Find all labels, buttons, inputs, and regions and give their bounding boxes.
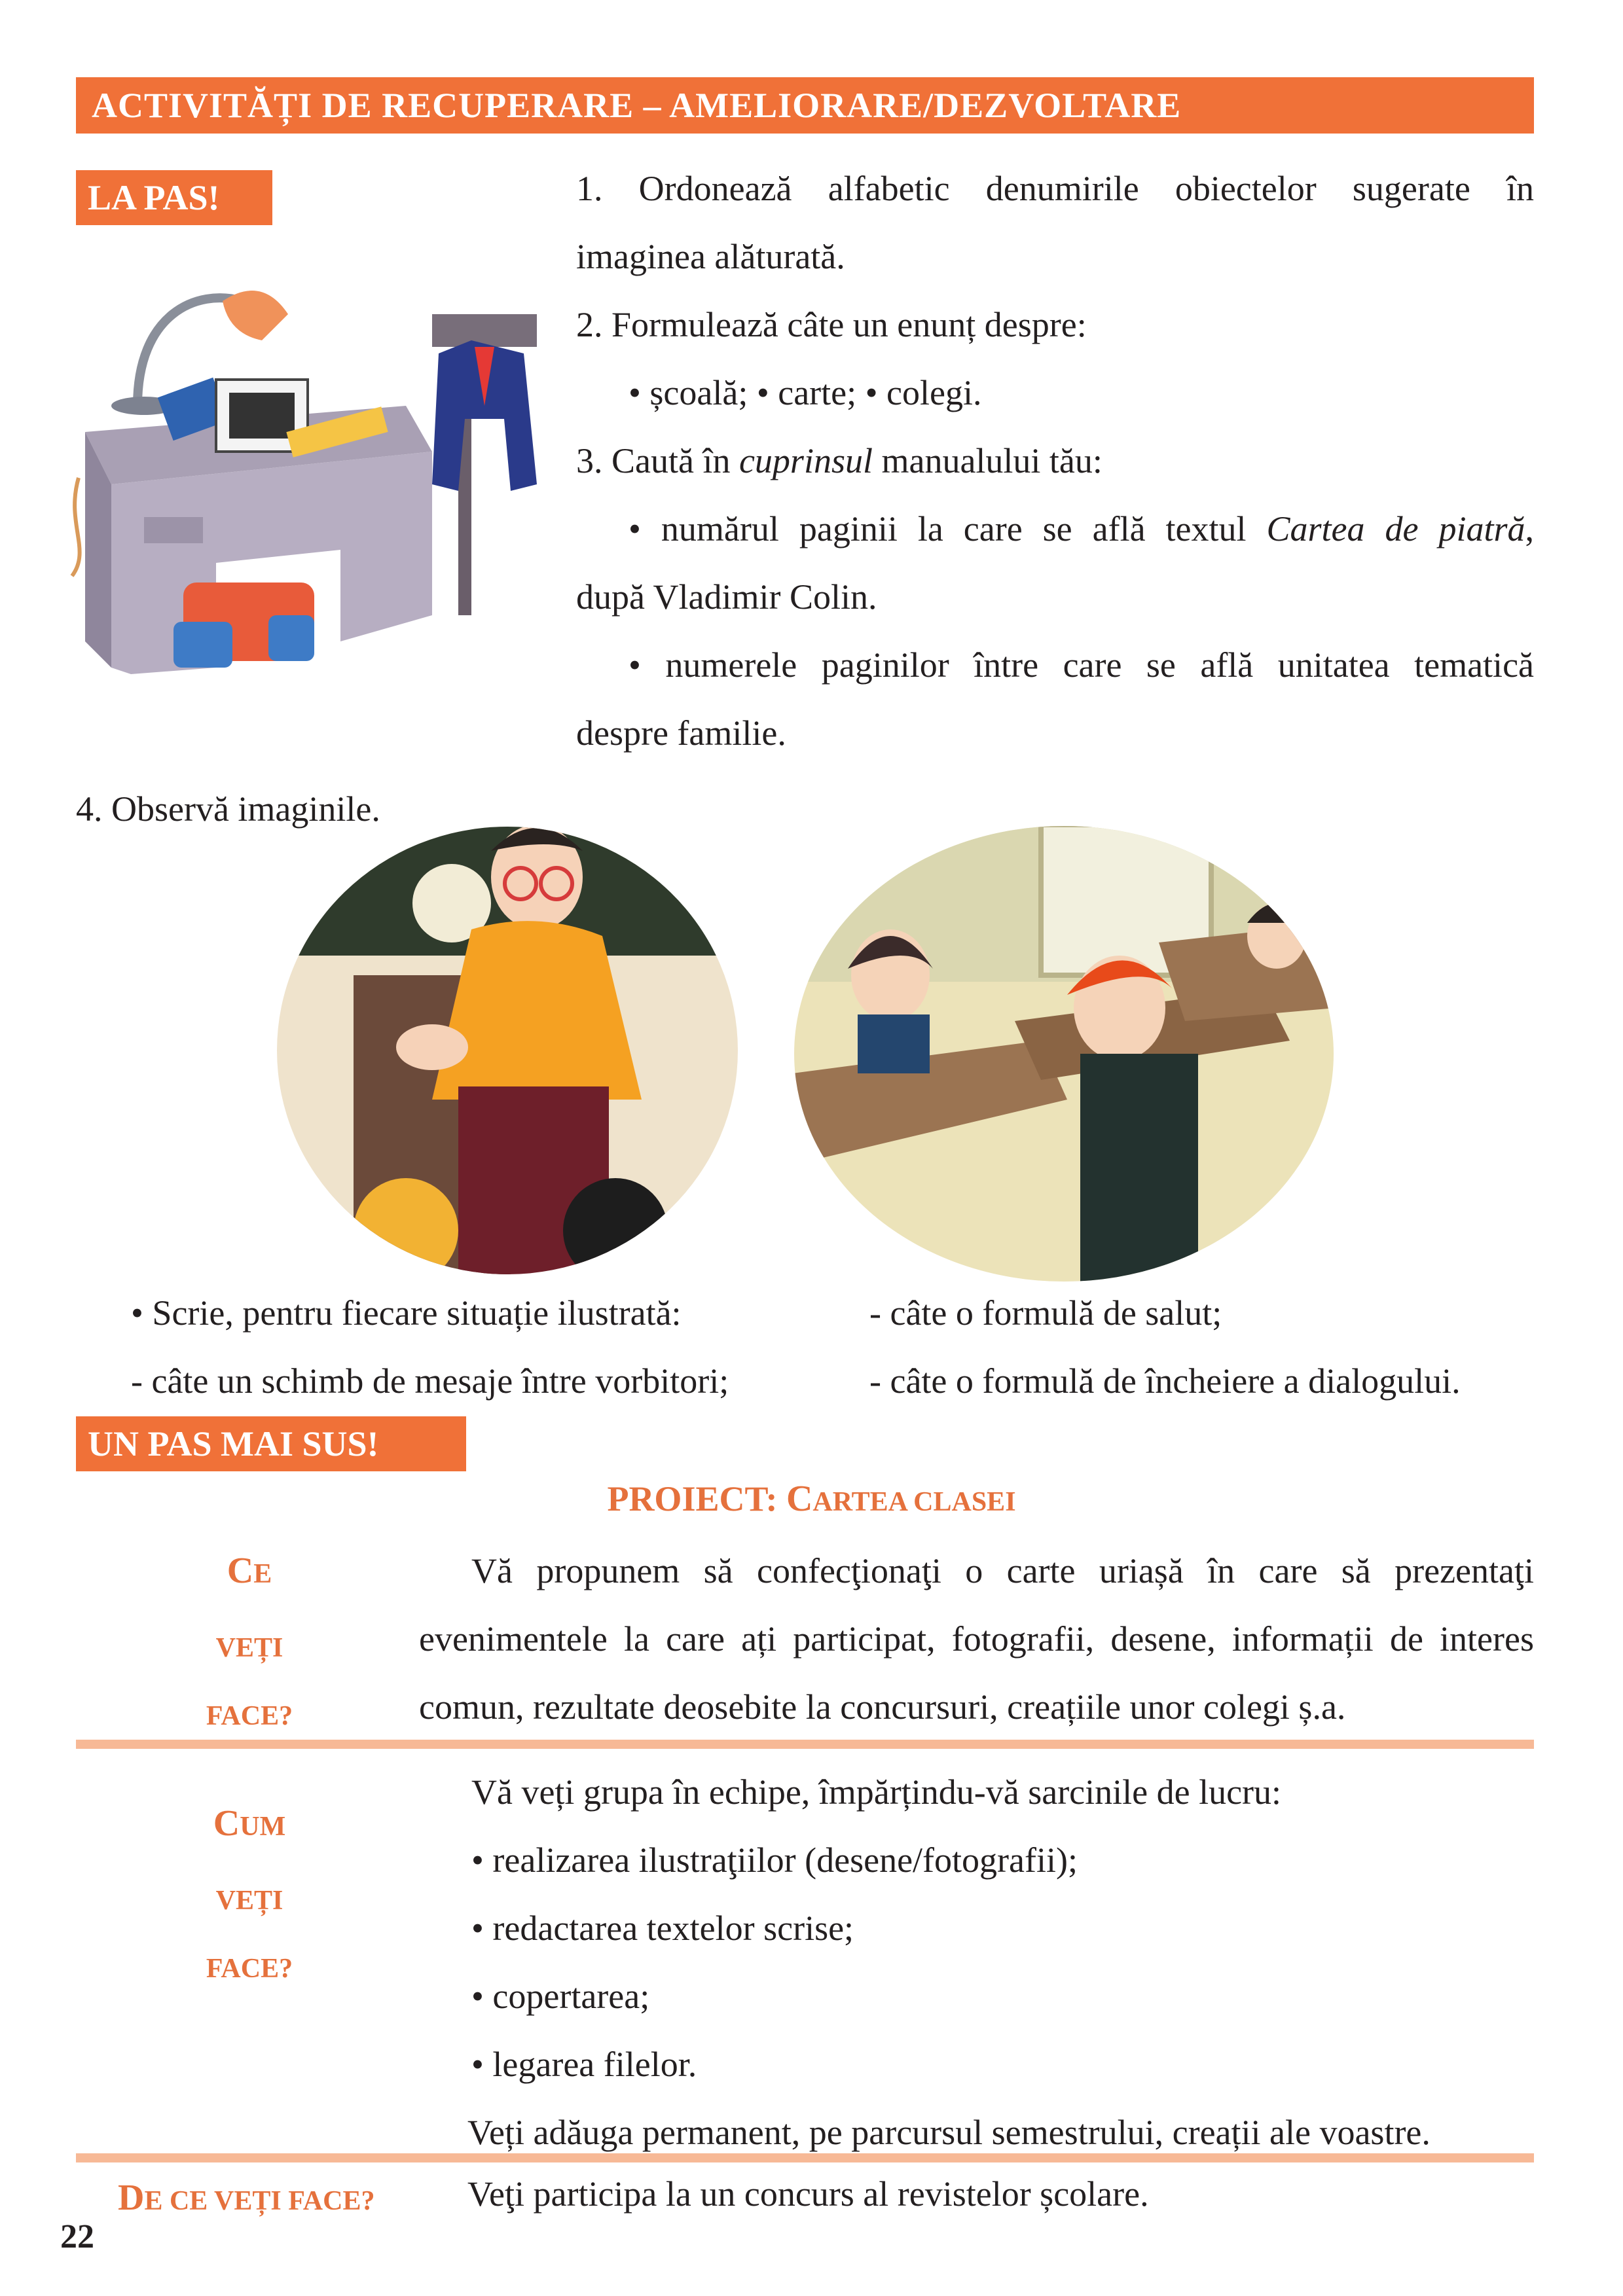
- list-item: • realizarea ilustraţiilor (desene/fotografii);: [471, 1840, 1078, 1880]
- row3-label-rest: E CE VEȚI FACE?: [144, 2186, 375, 2216]
- row3-label: [118, 2164, 374, 2241]
- project-name-rest: ARTEA CLASEI: [812, 1487, 1016, 1517]
- row1-label-cap: C: [227, 1551, 254, 1591]
- row2-label-cap: C: [213, 1803, 240, 1844]
- section-banner: ACTIVITĂȚI DE RECUPERARE – AMELIORARE/DEZVOLTARE: [76, 77, 1534, 134]
- row1-text-line1: Vă propunem să confecţionaţi o carte uriașă în care să prezentaţi: [471, 1551, 1534, 1590]
- row1-label-line2: VEȚI: [215, 1633, 283, 1663]
- write-item-closing: - câte o formulă de încheiere a dialogului.: [869, 1361, 1461, 1401]
- project-label: PROIECT:: [607, 1479, 778, 1518]
- row2-label-line3: FACE?: [206, 1954, 293, 1984]
- un-pas-mai-sus-tag: UN PAS MAI SUS!: [76, 1416, 466, 1471]
- write-item-greeting: - câte o formulă de salut;: [869, 1293, 1222, 1333]
- la-pas-tag: LA PAS!: [76, 170, 272, 225]
- page-number: 22: [60, 2218, 94, 2255]
- exercise-1-line1: 1. Ordonează alfabetic denumirile obiectelor sugerate în: [576, 169, 1534, 208]
- pupils-illustration: [792, 825, 1336, 1283]
- italic-term: cuprinsul: [739, 441, 873, 480]
- exercise-4: 4. Observă imaginile.: [76, 789, 380, 829]
- row3-label-cap: D: [118, 2178, 145, 2218]
- list-item: • copertarea;: [471, 1977, 650, 2016]
- exercise-3-bullet-2-line2: despre familie.: [576, 713, 786, 753]
- row3-text: Veţi participa la un concurs al revistelor școlare.: [467, 2174, 1149, 2214]
- row1-text-line2: evenimentele la care ați participat, fotografii, desene, informații de interes: [419, 1619, 1534, 1659]
- project-title: [0, 1473, 1623, 1528]
- project-name-initial: C: [786, 1479, 813, 1519]
- row1-label-rest: E: [253, 1559, 272, 1589]
- row2-label-rest: UM: [240, 1812, 286, 1842]
- row1-text-line3: comun, rezultate deosebite la concursuri, creațiile unor colegi ș.a.: [419, 1687, 1346, 1727]
- exercise-2: 2. Formulează câte un enunț despre:: [576, 305, 1087, 344]
- exercise-2-list: • școală; • carte; • colegi.: [629, 373, 982, 412]
- exercise-1-line2: imaginea alăturată.: [576, 237, 845, 276]
- row1-label-line3: FACE?: [206, 1701, 293, 1731]
- list-item: • legarea filelor.: [471, 2045, 697, 2084]
- row2-label-line2: VEȚI: [215, 1886, 283, 1916]
- row2-outro: Veți adăuga permanent, pe parcursul semestrului, creații ale voastre.: [467, 2113, 1431, 2152]
- exercise-3-bullet-1-line1: • numărul paginii la care se află textul Cartea de piatră,: [629, 509, 1534, 548]
- exercise-3-bullet-1-line2: după Vladimir Colin.: [576, 577, 877, 617]
- write-instruction: • Scrie, pentru fiecare situație ilustrată:: [131, 1293, 682, 1333]
- write-item-messages: - câte un schimb de mesaje între vorbitori;: [131, 1361, 729, 1401]
- exercise-3-bullet-2-line1: • numerele paginilor între care se află unitatea tematică: [629, 645, 1534, 685]
- list-item: • redactarea textelor scrise;: [471, 1909, 854, 1948]
- row2-intro: Vă veți grupa în echipe, împărțindu-vă sarcinile de lucru:: [471, 1772, 1282, 1812]
- desk-illustration: [65, 275, 537, 681]
- row-divider: [76, 1740, 1534, 1749]
- row2-label: [76, 1789, 423, 2003]
- row1-label: [76, 1537, 423, 1750]
- italic-title: Cartea de piatră: [1266, 509, 1525, 548]
- exercise-3: 3. Caută în cuprinsul manualului tău:: [576, 441, 1103, 480]
- teacher-illustration: [275, 825, 740, 1276]
